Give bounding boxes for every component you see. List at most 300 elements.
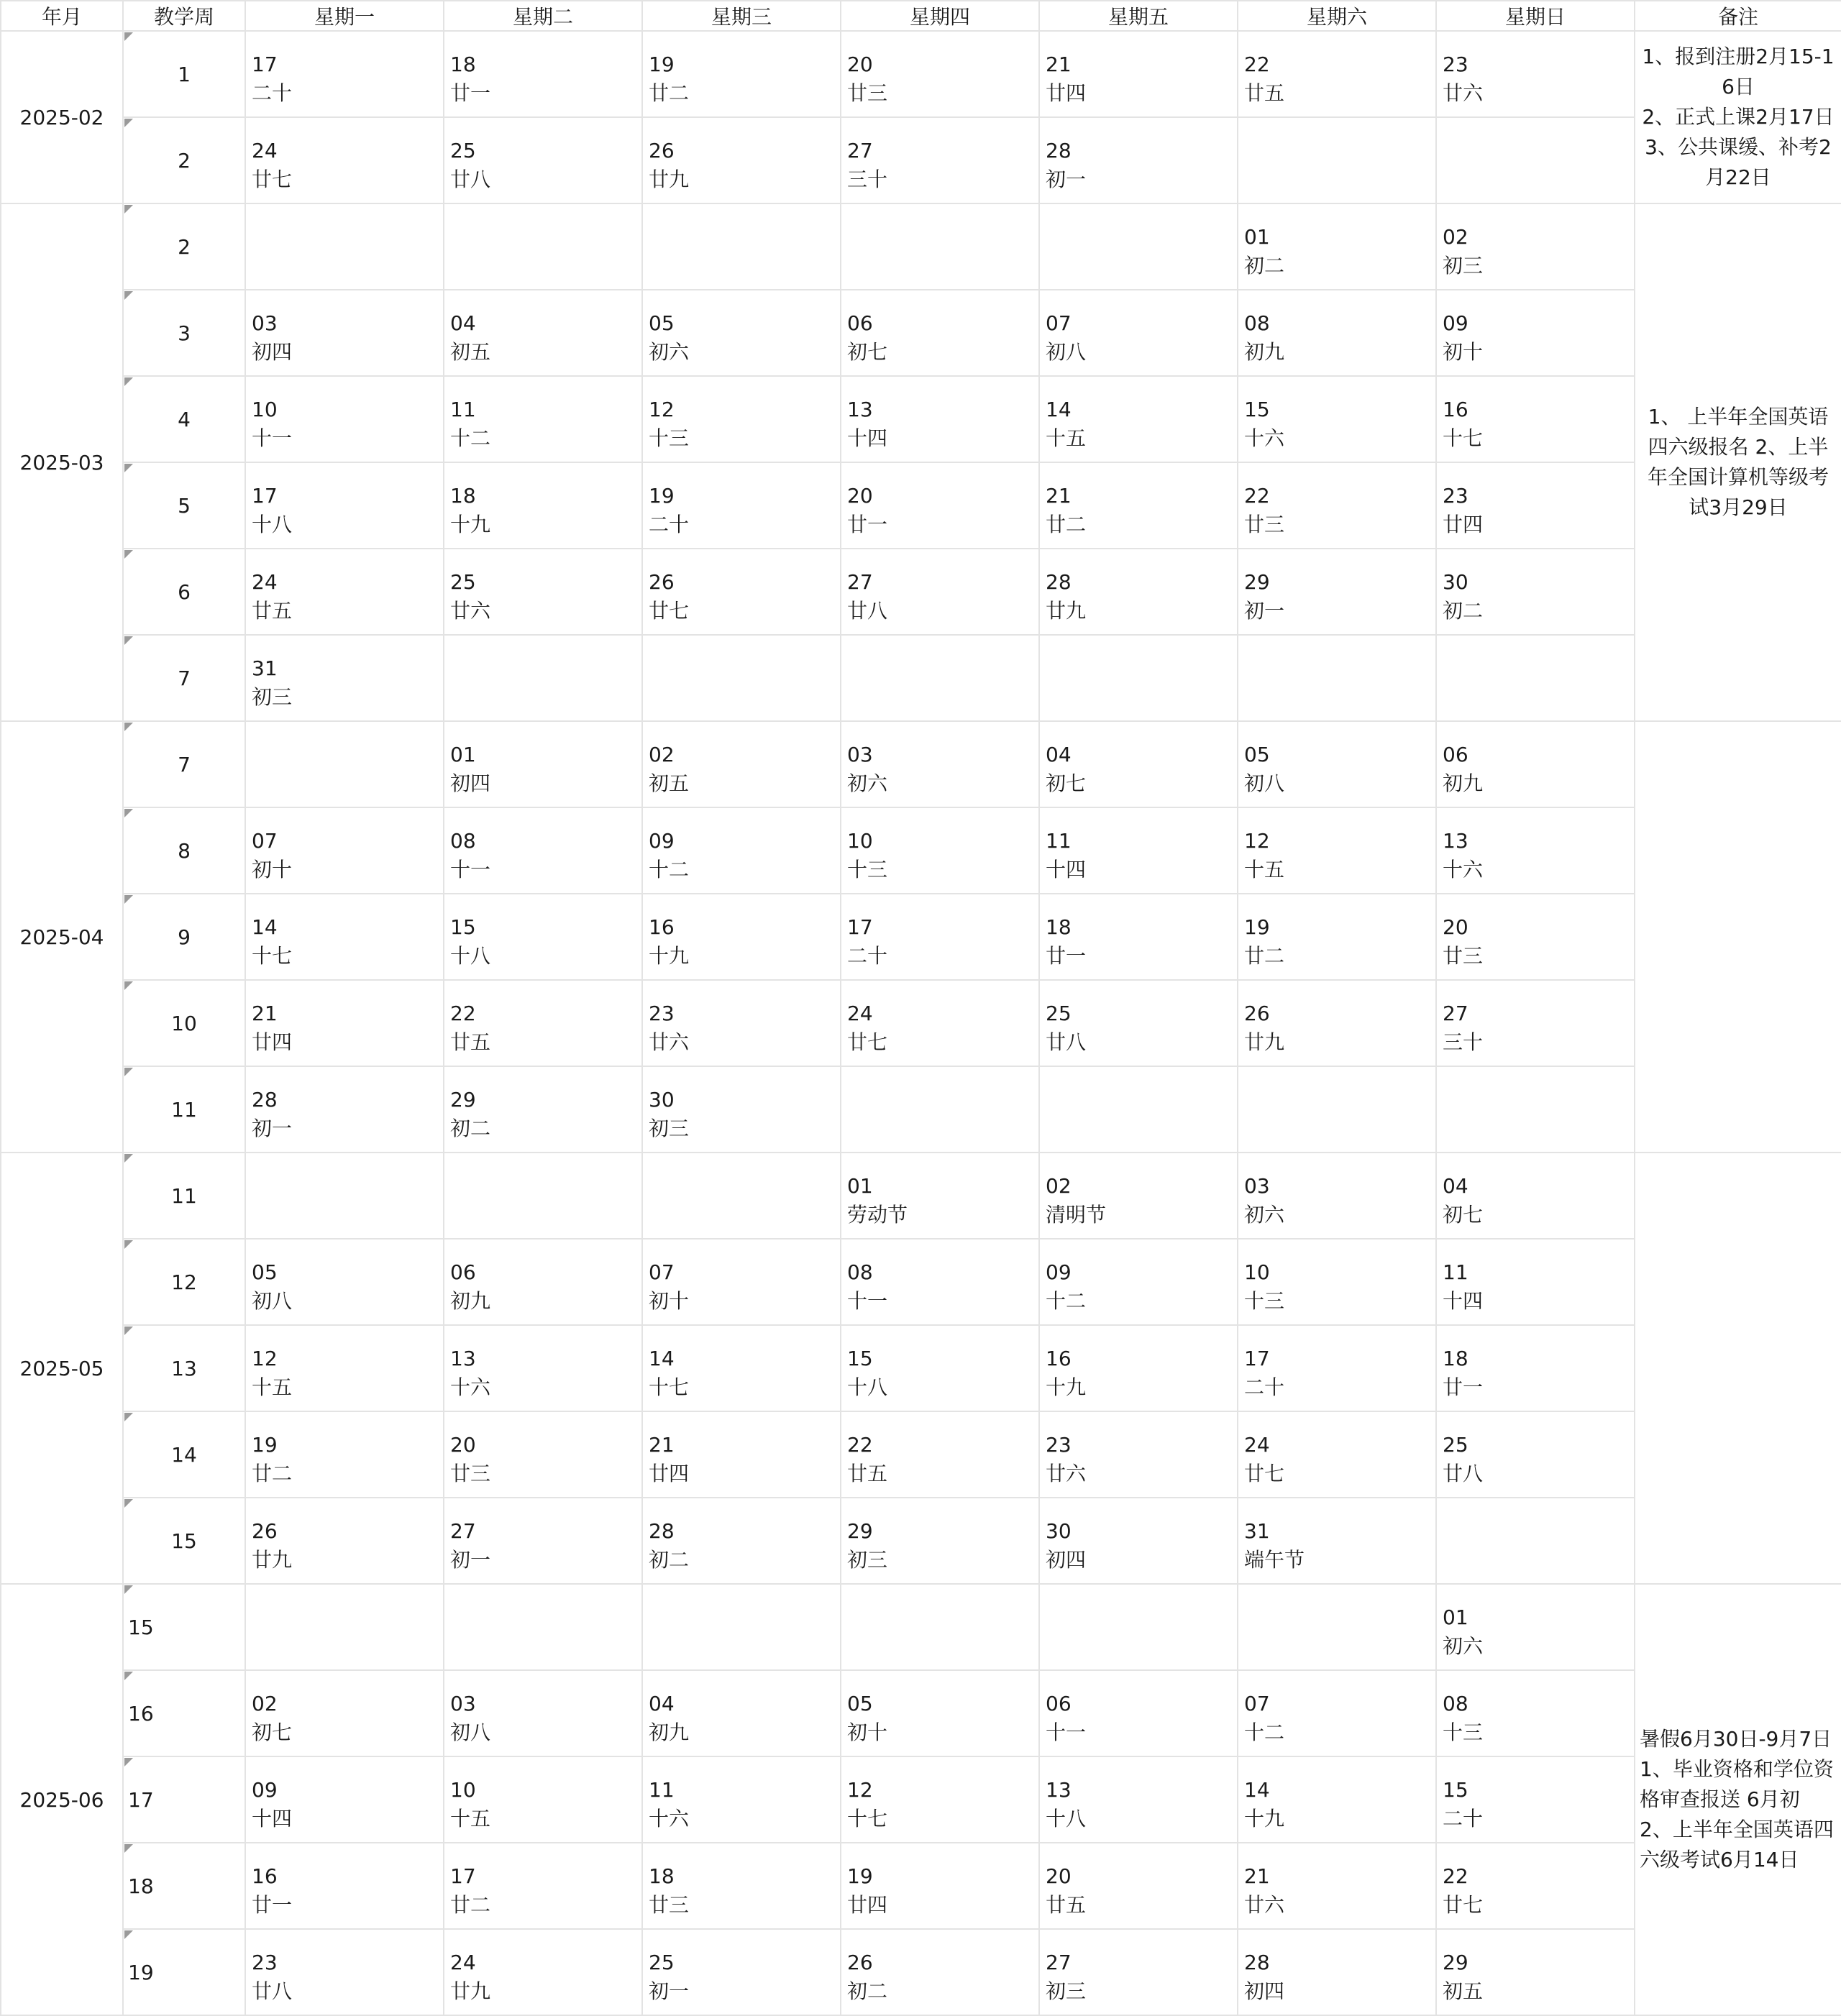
day-cell[interactable] (1039, 894, 1238, 980)
day-cell[interactable] (841, 1670, 1039, 1756)
day-cell[interactable] (1436, 117, 1635, 203)
week-number-cell[interactable] (123, 1584, 245, 1670)
day-cell[interactable] (1039, 31, 1238, 117)
week-number-cell[interactable] (123, 1843, 245, 1929)
month-note[interactable] (1635, 1584, 1841, 2015)
day-date: 04 (1046, 743, 1072, 766)
week-number-cell[interactable] (123, 376, 245, 462)
day-cell[interactable] (841, 1498, 1039, 1584)
day-cell[interactable] (642, 1411, 841, 1498)
day-cell[interactable] (1436, 1670, 1635, 1756)
day-cell[interactable] (1436, 1066, 1635, 1153)
day-date: 29 (1443, 1951, 1468, 1974)
day-cell[interactable] (1039, 290, 1238, 376)
day-cell[interactable] (642, 1498, 841, 1584)
day-cell[interactable] (1039, 721, 1238, 807)
day-cell[interactable] (1039, 462, 1238, 549)
day-cell[interactable] (1238, 1584, 1436, 1670)
day-cell[interactable] (1436, 894, 1635, 980)
day-date: 15 (1244, 398, 1270, 421)
week-number-cell[interactable] (123, 1153, 245, 1239)
day-lunar: 廿一 (450, 81, 491, 105)
day-cell[interactable] (1436, 635, 1635, 721)
day-date: 11 (649, 1778, 675, 1802)
day-cell[interactable] (1436, 721, 1635, 807)
day-cell[interactable] (1238, 117, 1436, 203)
day-cell[interactable] (245, 462, 444, 549)
week-row (1, 1411, 1841, 1498)
day-cell[interactable] (841, 721, 1039, 807)
week-row (1, 117, 1841, 203)
day-cell[interactable] (245, 31, 444, 117)
week-number-cell[interactable] (123, 721, 245, 807)
day-cell[interactable] (444, 549, 642, 635)
day-lunar: 十七 (1443, 426, 1484, 450)
day-cell[interactable] (1039, 1066, 1238, 1153)
day-cell[interactable] (1436, 1929, 1635, 2015)
day-cell[interactable] (642, 980, 841, 1066)
day-cell[interactable] (1436, 1153, 1635, 1239)
day-cell[interactable] (1436, 1239, 1635, 1325)
day-cell[interactable] (1039, 1411, 1238, 1498)
day-date: 18 (649, 1864, 675, 1888)
day-cell[interactable] (1238, 1153, 1436, 1239)
day-cell[interactable] (444, 1498, 642, 1584)
day-cell[interactable] (245, 1411, 444, 1498)
comment-marker-icon (124, 895, 133, 904)
comment-marker-icon (124, 1844, 133, 1853)
day-cell[interactable] (1238, 376, 1436, 462)
day-date: 08 (1244, 311, 1270, 335)
day-cell[interactable] (841, 1843, 1039, 1929)
day-lunar: 初三 (649, 1117, 690, 1140)
day-cell[interactable] (1436, 1411, 1635, 1498)
day-cell[interactable] (444, 635, 642, 721)
week-number-cell[interactable] (123, 807, 245, 894)
week-row (1, 807, 1841, 894)
day-lunar: 初八 (1244, 771, 1285, 795)
day-cell[interactable] (841, 31, 1039, 117)
day-lunar: 廿二 (1046, 513, 1087, 536)
day-date: 16 (1046, 1347, 1072, 1370)
day-lunar: 廿七 (1443, 1893, 1484, 1917)
day-cell[interactable] (841, 462, 1039, 549)
day-cell[interactable] (1238, 1411, 1436, 1498)
day-cell[interactable] (1039, 1498, 1238, 1584)
day-date: 18 (450, 484, 476, 508)
week-number-cell[interactable] (123, 1325, 245, 1411)
day-cell[interactable] (245, 1670, 444, 1756)
day-cell[interactable] (245, 203, 444, 290)
day-lunar: 三十 (847, 168, 888, 191)
day-cell[interactable] (245, 376, 444, 462)
day-cell[interactable] (642, 1239, 841, 1325)
day-date: 16 (649, 915, 675, 939)
day-lunar: 廿六 (649, 1030, 690, 1054)
day-date: 18 (450, 52, 476, 76)
week-number-cell[interactable] (123, 549, 245, 635)
day-cell[interactable] (642, 1066, 841, 1153)
day-date: 27 (450, 1519, 476, 1543)
day-date: 24 (1244, 1433, 1270, 1457)
day-cell[interactable] (245, 117, 444, 203)
day-cell[interactable] (1238, 1066, 1436, 1153)
week-row (1, 1153, 1841, 1239)
day-cell[interactable] (245, 1066, 444, 1153)
day-cell[interactable] (642, 203, 841, 290)
day-cell[interactable] (1238, 31, 1436, 117)
day-cell[interactable] (841, 290, 1039, 376)
day-date: 04 (1443, 1174, 1468, 1198)
day-cell[interactable] (841, 894, 1039, 980)
day-lunar: 十五 (1046, 426, 1087, 450)
day-date: 19 (847, 1864, 873, 1888)
day-cell[interactable] (642, 1325, 841, 1411)
day-cell[interactable] (1039, 635, 1238, 721)
day-cell[interactable] (841, 1756, 1039, 1843)
week-number: 9 (178, 925, 191, 949)
day-cell[interactable] (1436, 549, 1635, 635)
week-row (1, 721, 1841, 807)
day-cell[interactable] (1238, 980, 1436, 1066)
day-cell[interactable] (1238, 290, 1436, 376)
header-wednesday: 星期三 (642, 1, 841, 31)
day-lunar: 初十 (252, 858, 293, 881)
day-cell[interactable] (1238, 1929, 1436, 2015)
day-lunar: 廿一 (1443, 1375, 1484, 1399)
week-number-cell[interactable] (123, 1411, 245, 1498)
day-cell[interactable] (1039, 1670, 1238, 1756)
day-cell[interactable] (444, 1843, 642, 1929)
day-lunar: 初五 (649, 771, 690, 795)
day-cell[interactable] (642, 807, 841, 894)
day-cell[interactable] (444, 1325, 642, 1411)
week-number-cell[interactable] (123, 1066, 245, 1153)
day-date: 23 (649, 1002, 675, 1025)
day-lunar: 廿五 (450, 1030, 491, 1054)
day-cell[interactable] (1436, 376, 1635, 462)
day-cell[interactable] (1436, 1325, 1635, 1411)
month-note[interactable] (1635, 31, 1841, 203)
comment-marker-icon (124, 377, 133, 386)
day-cell[interactable] (642, 1929, 841, 2015)
week-number-cell[interactable] (123, 1756, 245, 1843)
day-date: 26 (847, 1951, 873, 1974)
day-cell[interactable] (245, 1584, 444, 1670)
day-date: 27 (847, 139, 873, 162)
week-number: 10 (171, 1011, 197, 1035)
day-cell[interactable] (1238, 1498, 1436, 1584)
day-date: 20 (847, 52, 873, 76)
day-cell[interactable] (642, 290, 841, 376)
day-cell[interactable] (1238, 549, 1436, 635)
day-cell[interactable] (245, 1153, 444, 1239)
day-lunar: 十四 (1046, 858, 1087, 881)
day-cell[interactable] (642, 721, 841, 807)
day-lunar: 初四 (252, 340, 293, 364)
header-sunday: 星期日 (1436, 1, 1635, 31)
week-number-cell[interactable] (123, 1498, 245, 1584)
day-date: 22 (847, 1433, 873, 1457)
day-cell[interactable] (642, 31, 841, 117)
week-number-cell[interactable] (123, 894, 245, 980)
day-cell[interactable] (642, 1670, 841, 1756)
day-cell[interactable] (444, 203, 642, 290)
week-number-cell[interactable] (123, 1239, 245, 1325)
day-lunar: 廿四 (847, 1893, 888, 1917)
day-cell[interactable] (245, 721, 444, 807)
day-date: 25 (1046, 1002, 1072, 1025)
day-date: 23 (1443, 52, 1468, 76)
day-cell[interactable] (245, 980, 444, 1066)
day-cell[interactable] (245, 1843, 444, 1929)
day-lunar: 初六 (649, 340, 690, 364)
day-cell[interactable] (444, 1066, 642, 1153)
day-cell[interactable] (1039, 117, 1238, 203)
day-cell[interactable] (841, 1584, 1039, 1670)
day-lunar: 二十 (1443, 1807, 1484, 1831)
day-lunar: 初八 (252, 1289, 293, 1313)
day-cell[interactable] (1039, 807, 1238, 894)
week-number-cell[interactable] (123, 31, 245, 117)
day-cell[interactable] (1238, 1843, 1436, 1929)
week-number: 2 (178, 148, 191, 173)
day-lunar: 廿五 (1046, 1893, 1087, 1917)
day-cell[interactable] (642, 1843, 841, 1929)
day-lunar: 初六 (1443, 1634, 1484, 1658)
day-cell[interactable] (1238, 1670, 1436, 1756)
day-cell[interactable] (642, 1756, 841, 1843)
day-lunar: 十七 (847, 1807, 888, 1831)
day-date: 25 (450, 139, 476, 162)
header-week: 教学周 (123, 1, 245, 31)
day-cell[interactable] (444, 1670, 642, 1756)
day-date: 01 (450, 743, 476, 766)
day-cell[interactable] (841, 1239, 1039, 1325)
day-cell[interactable] (245, 894, 444, 980)
day-cell[interactable] (841, 203, 1039, 290)
day-lunar: 十四 (252, 1807, 293, 1831)
day-cell[interactable] (1436, 1498, 1635, 1584)
comment-marker-icon (124, 1499, 133, 1508)
day-date: 06 (450, 1260, 476, 1284)
day-cell[interactable] (1436, 31, 1635, 117)
week-number: 19 (128, 1960, 154, 1984)
week-number-cell[interactable] (123, 635, 245, 721)
day-cell[interactable] (841, 1929, 1039, 2015)
day-date: 22 (1244, 484, 1270, 508)
day-cell[interactable] (841, 807, 1039, 894)
day-lunar: 初八 (1046, 340, 1087, 364)
month-note[interactable] (1635, 203, 1841, 721)
day-cell[interactable] (1238, 203, 1436, 290)
day-lunar: 十七 (252, 944, 293, 968)
day-date: 05 (252, 1260, 278, 1284)
week-number-cell[interactable] (123, 117, 245, 203)
day-cell[interactable] (444, 1929, 642, 2015)
day-date: 22 (450, 1002, 476, 1025)
day-cell[interactable] (444, 290, 642, 376)
day-cell[interactable] (245, 807, 444, 894)
day-cell[interactable] (841, 980, 1039, 1066)
day-cell[interactable] (1238, 1239, 1436, 1325)
day-cell[interactable] (642, 894, 841, 980)
day-lunar: 初六 (1244, 1203, 1285, 1227)
day-cell[interactable] (444, 376, 642, 462)
day-cell[interactable] (1039, 1843, 1238, 1929)
day-lunar: 廿七 (252, 168, 293, 191)
day-cell[interactable] (1039, 1756, 1238, 1843)
day-cell[interactable] (841, 1325, 1039, 1411)
day-cell[interactable] (444, 980, 642, 1066)
day-date: 19 (252, 1433, 278, 1457)
day-cell[interactable] (444, 117, 642, 203)
day-cell[interactable] (1238, 1756, 1436, 1843)
day-cell[interactable] (245, 1498, 444, 1584)
week-number-cell[interactable] (123, 1929, 245, 2015)
day-date: 20 (847, 484, 873, 508)
day-cell[interactable] (444, 1584, 642, 1670)
day-cell[interactable] (1436, 203, 1635, 290)
day-cell[interactable] (444, 1239, 642, 1325)
day-date: 17 (847, 915, 873, 939)
day-cell[interactable] (444, 807, 642, 894)
day-date: 13 (450, 1347, 476, 1370)
day-cell[interactable] (1238, 721, 1436, 807)
day-date: 10 (1244, 1260, 1270, 1284)
day-cell[interactable] (1238, 807, 1436, 894)
day-cell[interactable] (642, 635, 841, 721)
day-lunar: 廿二 (1244, 944, 1285, 968)
header-thursday: 星期四 (841, 1, 1039, 31)
week-number-cell[interactable] (123, 203, 245, 290)
day-lunar: 廿四 (1046, 81, 1087, 105)
day-cell[interactable] (1039, 1239, 1238, 1325)
month-note[interactable] (1635, 1153, 1841, 1584)
day-cell[interactable] (1436, 1843, 1635, 1929)
day-date: 17 (252, 52, 278, 76)
day-cell[interactable] (841, 1153, 1039, 1239)
week-row (1, 376, 1841, 462)
day-cell[interactable] (444, 1411, 642, 1498)
day-date: 19 (649, 52, 675, 76)
comment-marker-icon (124, 636, 133, 645)
day-cell[interactable] (642, 1584, 841, 1670)
day-cell[interactable] (1039, 549, 1238, 635)
day-lunar: 初八 (450, 1721, 491, 1744)
week-number-cell[interactable] (123, 1670, 245, 1756)
day-cell[interactable] (1039, 1929, 1238, 2015)
week-number-cell[interactable] (123, 290, 245, 376)
day-cell[interactable] (841, 1411, 1039, 1498)
day-date: 18 (1046, 915, 1072, 939)
day-lunar: 十五 (450, 1807, 491, 1831)
day-cell[interactable] (1436, 980, 1635, 1066)
day-date: 11 (1046, 829, 1072, 853)
day-cell[interactable] (1436, 1584, 1635, 1670)
day-cell[interactable] (444, 721, 642, 807)
day-lunar: 廿四 (1443, 513, 1484, 536)
day-cell[interactable] (841, 549, 1039, 635)
day-cell[interactable] (642, 462, 841, 549)
day-cell[interactable] (444, 31, 642, 117)
day-cell[interactable] (1436, 462, 1635, 549)
week-number: 15 (128, 1615, 154, 1639)
day-date: 11 (450, 398, 476, 421)
week-number-cell[interactable] (123, 980, 245, 1066)
day-lunar: 初五 (1443, 1979, 1484, 2003)
day-cell[interactable] (245, 549, 444, 635)
day-lunar: 初七 (847, 340, 888, 364)
day-lunar: 廿二 (649, 81, 690, 105)
day-cell[interactable] (841, 117, 1039, 203)
week-number-cell[interactable] (123, 462, 245, 549)
day-cell[interactable] (245, 1239, 444, 1325)
month-note[interactable] (1635, 721, 1841, 1153)
day-cell[interactable] (841, 1066, 1039, 1153)
header-saturday: 星期六 (1238, 1, 1436, 31)
comment-marker-icon (124, 291, 133, 300)
day-cell[interactable] (1039, 203, 1238, 290)
day-cell[interactable] (444, 1153, 642, 1239)
day-lunar: 初二 (1244, 254, 1285, 278)
day-lunar: 初二 (1443, 599, 1484, 623)
day-cell[interactable] (245, 635, 444, 721)
day-date: 23 (1046, 1433, 1072, 1457)
day-cell[interactable] (1039, 376, 1238, 462)
day-cell[interactable] (1436, 1756, 1635, 1843)
day-cell[interactable] (444, 894, 642, 980)
day-date: 22 (1244, 52, 1270, 76)
day-cell[interactable] (642, 376, 841, 462)
day-lunar: 廿二 (252, 1462, 293, 1485)
day-date: 30 (649, 1088, 675, 1112)
day-cell[interactable] (1238, 462, 1436, 549)
day-cell[interactable] (642, 549, 841, 635)
week-row (1, 1843, 1841, 1929)
day-cell[interactable] (1436, 290, 1635, 376)
day-cell[interactable] (1436, 807, 1635, 894)
day-date: 29 (1244, 570, 1270, 594)
day-date: 28 (1046, 139, 1072, 162)
day-cell[interactable] (642, 117, 841, 203)
day-cell[interactable] (841, 376, 1039, 462)
day-lunar: 廿九 (1046, 599, 1087, 623)
header-monday: 星期一 (245, 1, 444, 31)
day-cell[interactable] (444, 462, 642, 549)
day-cell[interactable] (642, 1153, 841, 1239)
day-cell[interactable] (1039, 980, 1238, 1066)
day-cell[interactable] (1238, 894, 1436, 980)
day-date: 21 (1244, 1864, 1270, 1888)
day-cell[interactable] (245, 1756, 444, 1843)
day-cell[interactable] (245, 1929, 444, 2015)
day-lunar: 十二 (649, 858, 690, 881)
day-cell[interactable] (841, 635, 1039, 721)
day-cell[interactable] (444, 1756, 642, 1843)
day-cell[interactable] (1238, 635, 1436, 721)
comment-marker-icon (124, 205, 133, 214)
day-cell[interactable] (245, 290, 444, 376)
day-cell[interactable] (1238, 1325, 1436, 1411)
day-cell[interactable] (1039, 1153, 1238, 1239)
day-date: 19 (649, 484, 675, 508)
week-number: 3 (178, 321, 191, 345)
day-cell[interactable] (1039, 1584, 1238, 1670)
day-cell[interactable] (245, 1325, 444, 1411)
week-row (1, 1239, 1841, 1325)
day-cell[interactable] (1039, 1325, 1238, 1411)
